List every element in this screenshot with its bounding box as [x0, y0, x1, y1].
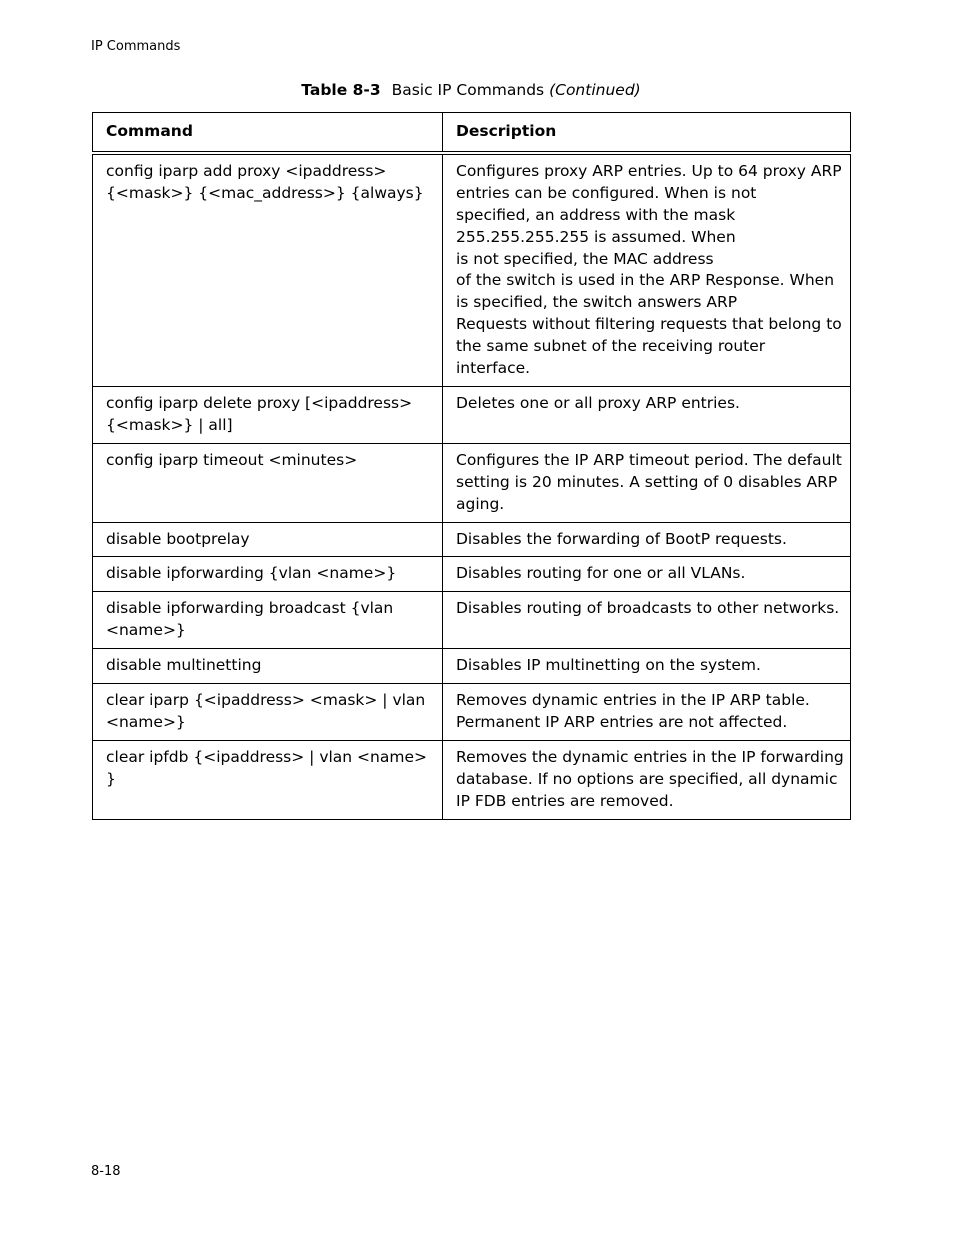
command-cell: config iparp delete proxy [<ipaddress> {<mask>} | all] [93, 386, 443, 443]
description-cell: Removes dynamic entries in the IP ARP table. Permanent IP ARP entries are not affected. [443, 684, 851, 741]
table-row [93, 522, 851, 557]
table-row [93, 443, 851, 522]
table-number: Table 8-3 [301, 81, 381, 99]
description-cell: Configures proxy ARP entries. Up to 64 proxy ARP entries can be configured. When is not specified, an address with the mask 255.255.255.255 is assumed. When is not specified, the MAC address of the switch is used in the ARP Response. When is specified, the switch answers ARP Requests without filtering requests that belong to the same subnet of the receiving router interface. [443, 153, 851, 387]
description-cell: Disables routing for one or all VLANs. [443, 557, 851, 592]
table-row [93, 153, 851, 387]
command-cell: clear iparp {<ipaddress> <mask> | vlan <name>} [93, 684, 443, 741]
table-row [93, 557, 851, 592]
description-cell: Disables routing of broadcasts to other networks. [443, 592, 851, 649]
column-header-description: Description [443, 113, 851, 153]
page-number: 8-18 [91, 1164, 121, 1179]
command-cell: clear ipfdb {<ipaddress> | vlan <name> } [93, 740, 443, 819]
description-cell: Configures the IP ARP timeout period. The default setting is 20 minutes. A setting of 0 disables ARP aging. [443, 443, 851, 522]
table-caption [0, 79, 942, 101]
table-row [93, 684, 851, 741]
command-cell: disable ipforwarding broadcast {vlan <name>} [93, 592, 443, 649]
running-header: IP Commands [91, 39, 181, 54]
table-row [93, 592, 851, 649]
command-cell: config iparp add proxy <ipaddress> {<mask>} {<mac_address>} {always} [93, 153, 443, 387]
description-cell: Disables IP multinetting on the system. [443, 649, 851, 684]
command-cell: disable multinetting [93, 649, 443, 684]
table-header-row [93, 113, 851, 153]
commands-table [92, 112, 851, 820]
description-cell: Removes the dynamic entries in the IP forwarding database. If no options are specified, all dynamic IP FDB entries are removed. [443, 740, 851, 819]
table-title: Basic IP Commands [391, 81, 545, 99]
command-cell: config iparp timeout <minutes> [93, 443, 443, 522]
table-row [93, 386, 851, 443]
column-header-command: Command [93, 113, 443, 153]
table-row [93, 740, 851, 819]
command-cell: disable bootprelay [93, 522, 443, 557]
command-cell: disable ipforwarding {vlan <name>} [93, 557, 443, 592]
description-cell: Deletes one or all proxy ARP entries. [443, 386, 851, 443]
table-row [93, 649, 851, 684]
description-cell: Disables the forwarding of BootP requests. [443, 522, 851, 557]
table-continued-note: (Continued) [549, 81, 641, 99]
